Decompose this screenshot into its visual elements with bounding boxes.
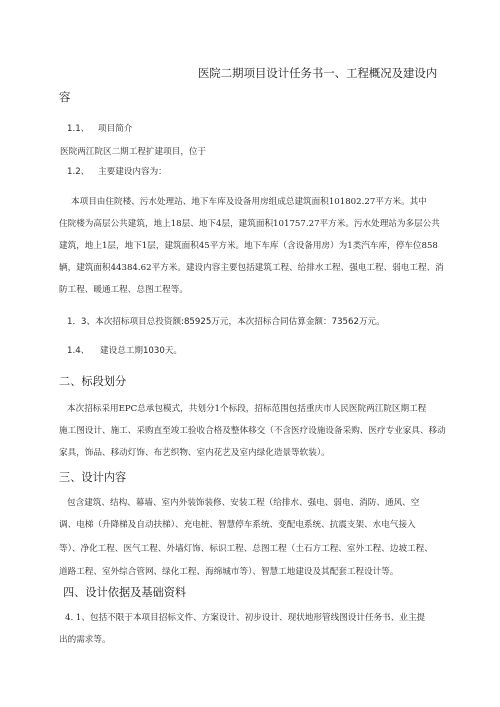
section-1-1-title: 项目简介 xyxy=(98,124,133,134)
section-1-2-title: 主要建设内容为： xyxy=(98,167,167,177)
scope-paragraph-line-1: 本项目由住院楼、污水处理站、地下车库及设备用房组成总建筑面积101802.27平方米。其中 xyxy=(71,197,427,207)
scope-paragraph-line-4: 辆，建筑面积44384.62平方米。建设内容主要包括建筑工程、给排水工程、强电工程、弱电工程、消 xyxy=(59,263,444,273)
section-3-line-2: 调、电梯（升降梯及自动扶梯）、充电桩、智慧停车系统、变配电系统、抗震支架、水电气接入 xyxy=(59,520,416,530)
section-4-heading: 四、设计依据及基础资料 xyxy=(63,586,187,599)
section-2-heading: 二、标段划分 xyxy=(59,375,127,388)
scope-paragraph-line-3: 建筑，地上1层，地下1层，建筑面积45平方米。地下车库（含设备用房）为1类汽车库，停车位858 xyxy=(59,241,438,251)
document-title-line-1: 医院二期项目设计任务书一、工程概况及建设内 xyxy=(198,66,438,80)
section-1-3-investment: 1．3、本次招标项目总投资额:85925万元，本次招标合同估算金额：73562万元。 xyxy=(67,317,385,327)
section-2-line-1: 本次招标采用EPC总承包模式，共划分1个标段，招标范围包括重庆市人民医院两江院区期工程 xyxy=(67,404,427,414)
section-1-1-number: 1.1、 xyxy=(67,124,90,134)
section-2-line-3: 家具，饰品、移动灯饰、布艺织物、室内花艺及室内绿化造景等软装）。 xyxy=(59,448,330,458)
section-1-4-number: 1.4、 xyxy=(67,346,90,356)
section-1-4-duration: 建设总工期1030天。 xyxy=(100,346,183,356)
section-4-line-2: 出的需求等。 xyxy=(59,635,111,645)
section-3-line-1: 包含建筑、结构、幕墙、室内外装饰装修、安装工程（给排水、强电、弱电、消防、通风、空 xyxy=(67,498,420,508)
section-2-line-2: 施工图设计、施工、采购直至竣工验收合格及整体移交（不含医疗设施设备采购、医疗专业家具、移动 xyxy=(59,426,446,436)
section-1-2-number: 1.2、 xyxy=(67,167,90,177)
section-4-line-1: 4. 1、包括不限于本项目招标文件、方案设计、初步设计、现状地形管线图设计任务书、业主提 xyxy=(65,613,426,623)
section-3-line-4: 道路工程、室外综合管网、绿化工程、海绵城市等）、智慧工地建设及其配套工程设计等。 xyxy=(59,567,399,577)
section-3-heading: 三、设计内容 xyxy=(59,471,127,484)
section-3-line-3: 等）、净化工程、医气工程、外墙灯饰、标识工程、总图工程（土石方工程、室外工程、边坡工程、 xyxy=(59,544,433,554)
scope-paragraph-line-2: 住院楼为高层公共建筑，地上18层、地下4层，建筑面积101757.27平方米。污水处理站为多层公共 xyxy=(59,219,440,229)
scope-paragraph-line-5: 防工程、暖通工程、总图工程等。 xyxy=(59,285,188,295)
project-intro: 医院两江院区二期工程扩建项目，位于 xyxy=(60,147,207,157)
document-title-line-2: 容 xyxy=(59,90,71,104)
